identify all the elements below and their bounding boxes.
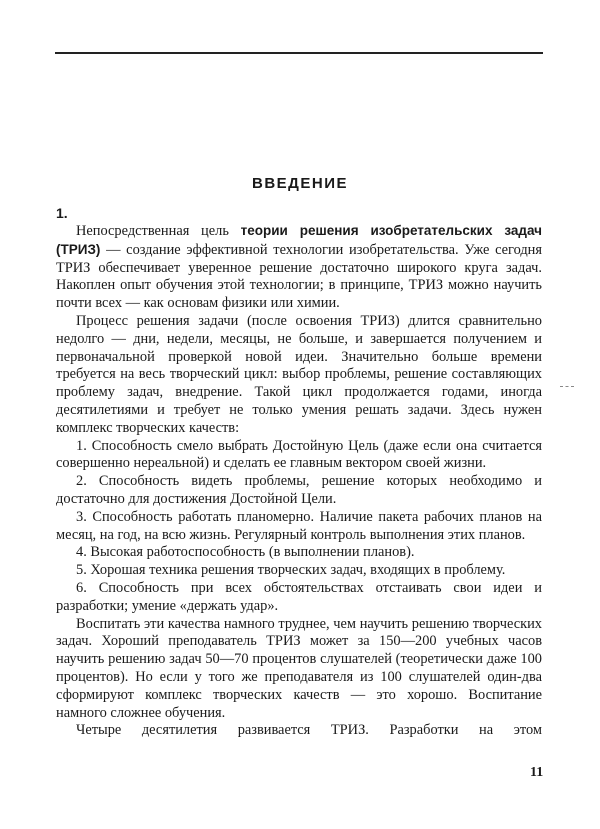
intro-paragraph	[56, 222, 542, 313]
body-text	[56, 222, 542, 740]
list-item: 5. Хорошая техника решения творческих задач, входящих в проблему.	[76, 562, 506, 579]
list-item: 4. Высокая работоспособность (в выполнении планов).	[76, 544, 415, 561]
list-item: 6. Способность при всех обстоятельствах отстаивать свои идеи и разработки; умение «держать удар».	[56, 579, 542, 614]
margin-mark	[560, 386, 574, 387]
list-item: 3. Способность работать планомерно. Наличие пакета рабочих планов на месяц, на год, на всю жизнь. Регулярный контроль выполнения этих планов.	[56, 508, 542, 543]
paragraph: Воспитать эти качества намного труднее, чем научить решению творческих задач. Хороший преподаватель ТРИЗ может за 150—200 учебных часов научить решению задач 50—70 процентов слушателей (теоретически даже 100 процентов). Но если у того же преподавателя из 100 слушателей один-два сформируют комплекс творческих качеств — это хорошо. Воспитание намного сложнее обучения.	[56, 615, 542, 721]
chapter-heading: ВВЕДЕНИЕ	[252, 175, 348, 192]
paragraph: Процесс решения задачи (после освоения ТРИЗ) длится сравнительно недолго — дни, недели, месяцы, не больше, и завершается получением и первоначальной проверкой новой идеи. Значительно больше времени требуется на весь творческий цикл: выбор проблемы, решение составляющих проблему задач, внедрение. Такой цикл продолжается годами, иногда десятилетиями и требует не только умения решать задачи. Здесь нужен комплекс творческих качеств:	[56, 312, 542, 436]
section-number: 1.	[56, 205, 68, 221]
list-item: 1. Способность смело выбрать Достойную Цель (даже если она считается совершенно нереальной) и сделать ее главным вектором своей жизни.	[56, 437, 542, 472]
top-rule	[55, 52, 543, 54]
page-number: 11	[530, 765, 544, 780]
list-item: 2. Способность видеть проблемы, решение которых необходимо и достаточно для достижения Достойной Цели.	[56, 473, 542, 507]
intro-text-start: Непосредственная цель	[76, 223, 241, 239]
intro-text-end: — создание эффективной технологии изобретательства. Уже сегодня ТРИЗ обеспечивает уверенное решение достаточно широкого круга задач. Накоплен опыт обучения этой технологии; в принципе, ТРИЗ можно научить почти всех — как основам физики или химии.	[56, 241, 542, 312]
intro-bold-term: теории решения изобретательских задач (ТРИЗ)	[56, 223, 542, 257]
paragraph: Четыре десятилетия развивается ТРИЗ. Разработки на этом	[76, 722, 542, 739]
